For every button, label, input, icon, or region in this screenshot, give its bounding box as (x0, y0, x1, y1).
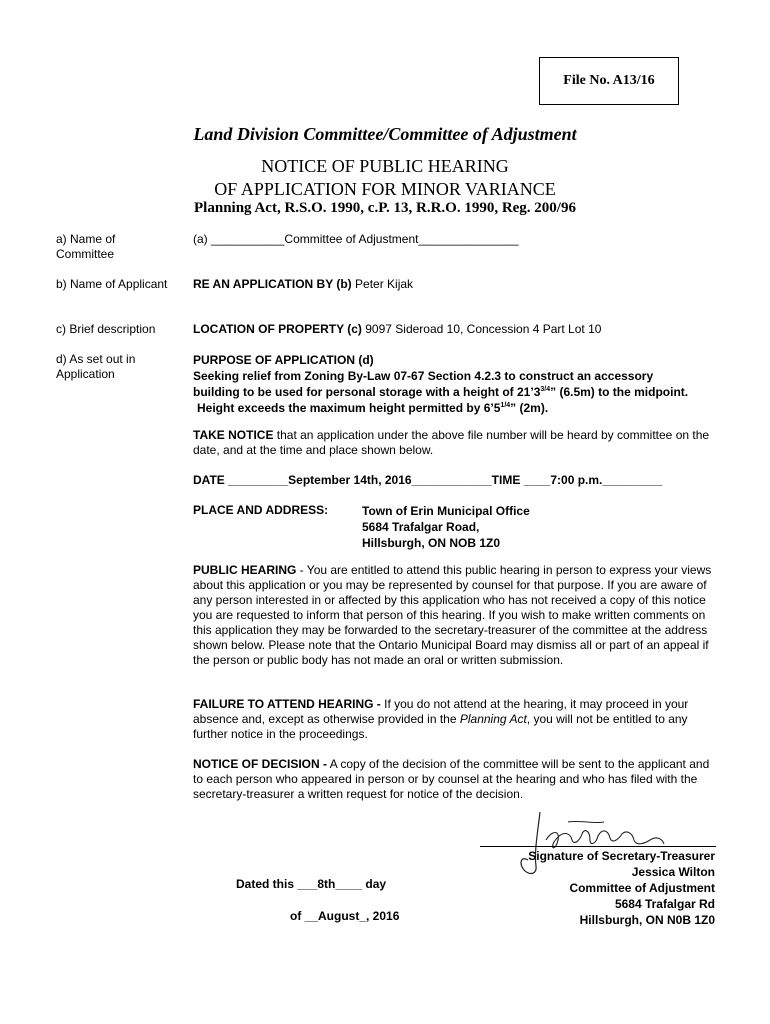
secretary-name: Jessica Wilton (631, 865, 715, 879)
secretary-org: Committee of Adjustment (569, 881, 715, 895)
decision-paragraph (193, 757, 718, 802)
committee-heading: Land Division Committee/Committee of Adjustment (193, 124, 577, 144)
committee-line: (a) ___________Committee of Adjustment_______________ (193, 232, 519, 246)
public-hearing-text: - You are entitled to attend this public hearing in person to express your views about this application or you may be represented by counsel for that purpose. If you are aware of any person interested in or affected by this application who has not received a copy of this notice you are requested to inform that person of this hearing. If you wish to make written comments on this application they may be forwarded to the secretary-treasurer of the committee at the address shown below. Please note that the Ontario Municipal Board may dismiss all or part of an appeal if the person or public body has not made an oral or written submission. (193, 563, 712, 667)
location-label: LOCATION OF PROPERTY (c) (193, 322, 362, 336)
failure-paragraph: FAILURE TO ATTEND HEARING - If you do not attend at the hearing, it may proceed in your absence and, except as otherwise provided in the Planning Act, you will not be entitled to any further notice in the proceedings. (193, 697, 689, 741)
applicant-line (193, 277, 718, 292)
place-address (362, 503, 530, 551)
public-hearing-label: PUBLIC HEARING (193, 563, 297, 577)
label-brief-description: c) Brief description (56, 322, 156, 336)
label-application: d) As set out in Application (56, 352, 136, 381)
decision-text: A copy of the decision of the committee will be sent to the applicant and to each person who appeared in person or by counsel at the hearing and who has filed with the secretary-treasurer a written request for notice of the decision. (193, 757, 710, 801)
signature-block (528, 848, 715, 928)
public-hearing-paragraph (193, 563, 718, 668)
notice-title-line2: OF APPLICATION FOR MINOR VARIANCE (214, 179, 556, 199)
place-label: PLACE AND ADDRESS: (193, 503, 329, 517)
location-value: 9097 Sideroad 10, Concession 4 Part Lot 10 (365, 322, 602, 336)
location-line (193, 322, 718, 337)
secretary-address2: Hillsburgh, ON N0B 1Z0 (579, 913, 715, 927)
applicant-name: Peter Kijak (355, 277, 414, 291)
take-notice-paragraph (193, 428, 718, 458)
label-applicant-name: b) Name of Applicant (56, 277, 168, 291)
purpose-line3: Height exceeds the maximum height permitted by $6’5^{1/4}$” (2m). (197, 401, 549, 415)
dated-day: Dated this ___8th____ day (236, 877, 387, 891)
dated-month: of __August_, 2016 (290, 909, 400, 923)
secretary-address1: 5684 Trafalgar Rd (614, 897, 715, 911)
take-notice-label: TAKE NOTICE (193, 428, 274, 442)
signature-caption: Signature of Secretary-Treasurer (528, 849, 715, 863)
applicant-label: RE AN APPLICATION BY (b) (193, 277, 352, 291)
purpose-block (193, 352, 718, 416)
purpose-line2: building to be used for personal storage with a height of $21’3^{3/4}$” (6.5m) to the midpoint. (193, 385, 689, 399)
act-reference: Planning Act, R.S.O. 1990, c.P. 13, R.R.O. 1990, Reg. 200/96 (194, 200, 576, 216)
notice-title-line1: NOTICE OF PUBLIC HEARING (261, 156, 509, 176)
file-number-box (539, 57, 679, 105)
decision-label: NOTICE OF DECISION - (193, 757, 328, 771)
place-line3: Hillsburgh, ON NOB 1Z0 (362, 536, 501, 550)
file-number: File No. A13/16 (563, 73, 655, 88)
date-time-line: DATE _________September 14th, 2016____________TIME ____7:00 p.m._________ (193, 473, 663, 487)
purpose-heading: PURPOSE OF APPLICATION (d) (193, 353, 374, 367)
purpose-line1: Seeking relief from Zoning By-Law 07-67 Section 4.2.3 to construct an accessory (193, 369, 654, 383)
take-notice-text: that an application under the above file number will be heard by committee on the date, and at the time and place shown below. (193, 428, 710, 457)
place-line1: Town of Erin Municipal Office (362, 504, 530, 518)
signature-line (480, 846, 716, 847)
place-line2: 5684 Trafalgar Road, (362, 520, 480, 534)
label-committee-name: a) Name of Committee (56, 232, 116, 261)
failure-label: FAILURE TO ATTEND HEARING - (193, 697, 381, 711)
